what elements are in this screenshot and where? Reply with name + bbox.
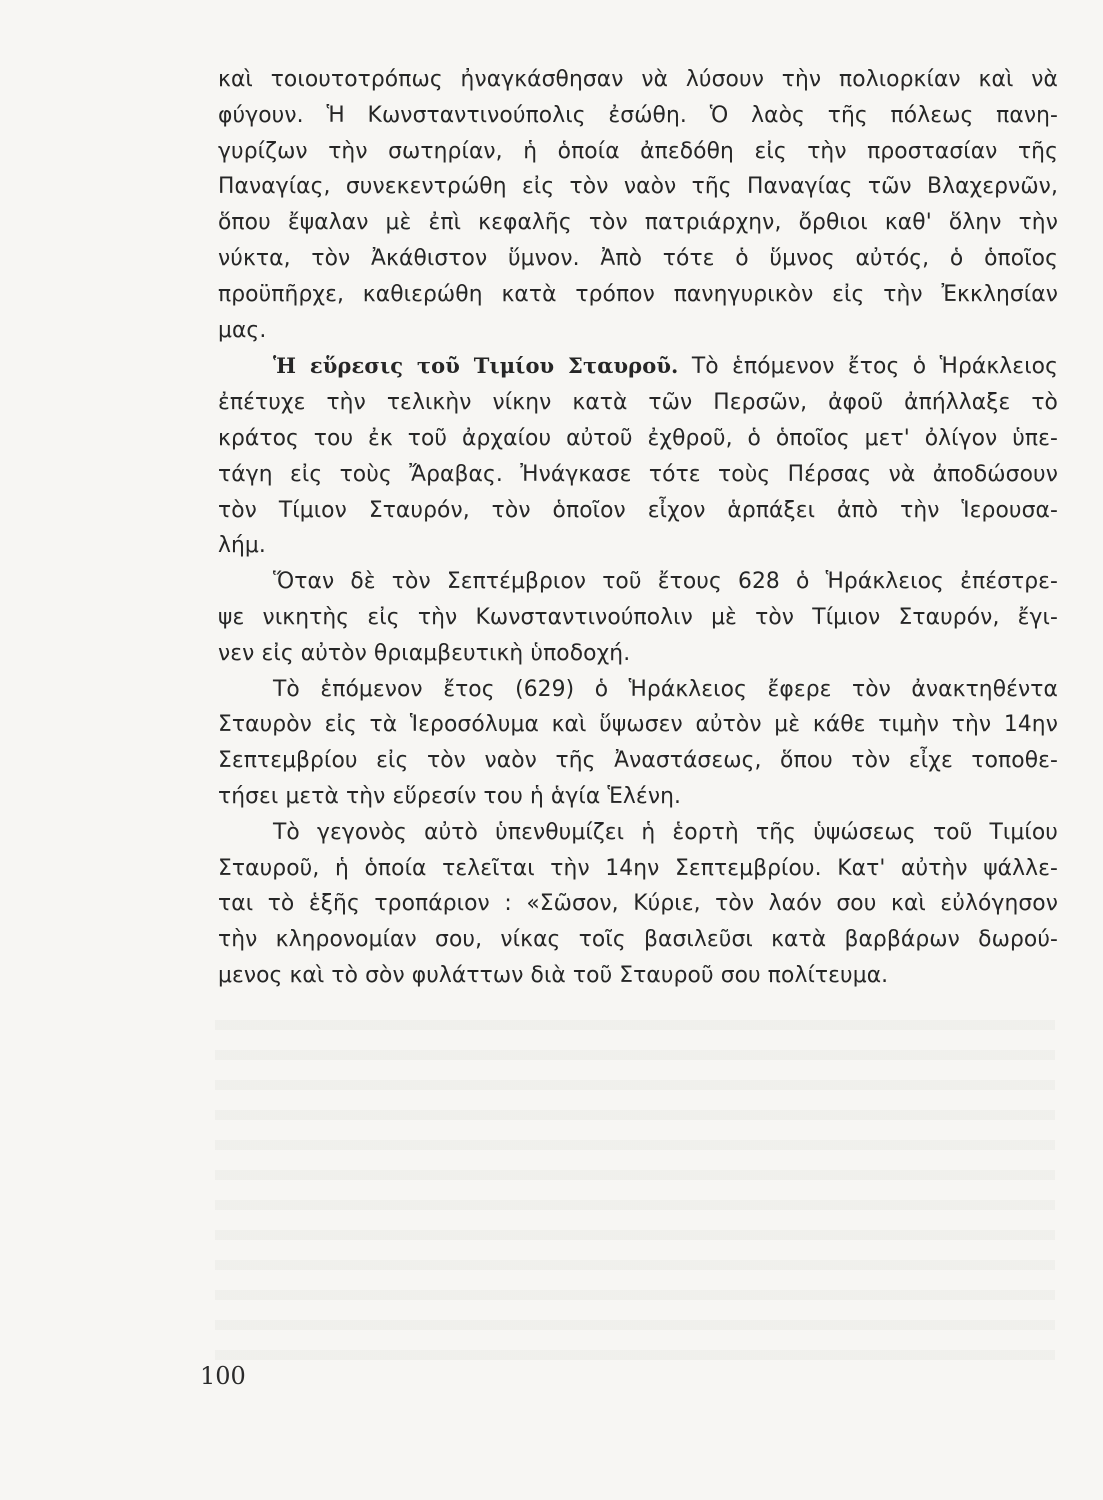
text-line: ψε νικητὴς εἰς τὴν Κωνσταντινούπολιν μὲ τὸν Τίμιον Σταυρόν, ἔγι- xyxy=(218,604,1058,630)
text-line: τὸν Τίμιον Σταυρόν, τὸν ὁποῖον εἶχον ἁρπάξει ἀπὸ τὴν Ἱερουσα- xyxy=(218,497,1058,523)
heading-line-rest: Τὸ ἑπόμενον ἔτος ὁ Ἡράκλειος xyxy=(678,354,1058,380)
text-line: προϋπῆρχε, καθιερώθη κατὰ τρόπον πανηγυρικὸν εἰς τὴν Ἐκκλησίαν xyxy=(218,281,1058,307)
text-line: Σεπτεμβρίου εἰς τὸν ναὸν τῆς Ἀναστάσεως, ὅπου τὸν εἶχε τοποθε- xyxy=(218,748,1058,774)
text-line xyxy=(218,348,1058,385)
page-number: 100 xyxy=(200,1362,246,1390)
text-line: φύγουν. Ἡ Κωνσταντινούπολις ἐσώθη. Ὁ λαὸς τῆς πόλεως πανη- xyxy=(218,102,1058,128)
text-line: Τὸ ἑπόμενον ἔτος (629) ὁ Ἡράκλειος ἔφερε τὸν ἀνακτηθέντα xyxy=(273,676,1058,702)
body-text xyxy=(218,62,1058,994)
paragraph-3 xyxy=(218,564,1058,671)
paragraph-5 xyxy=(218,815,1058,994)
section-heading: Ἡ εὕρεσις τοῦ Τιμίου Σταυροῦ. xyxy=(273,353,679,379)
text-line: Σταυροῦ, ἡ ὁποία τελεῖται τὴν 14ην Σεπτεμβρίου. Κατ' αὐτὴν ψάλλε- xyxy=(218,855,1058,881)
text-line: κράτος του ἐκ τοῦ ἀρχαίου αὐτοῦ ἐχθροῦ, ὁ ὁποῖος μετ' ὀλίγον ὑπε- xyxy=(218,425,1058,451)
text-line: Σταυρὸν εἰς τὰ Ἱεροσόλυμα καὶ ὕψωσεν αὐτὸν μὲ κάθε τιμὴν τὴν 14ην xyxy=(218,712,1058,738)
text-line: Ὅταν δὲ τὸν Σεπτέμβριον τοῦ ἔτους 628 ὁ Ἡράκλειος ἐπέστρε- xyxy=(273,569,1058,595)
text-line: ἐπέτυχε τὴν τελικὴν νίκην κατὰ τῶν Περσῶν, ἀφοῦ ἀπήλλαξε τὸ xyxy=(218,390,1058,416)
text-line: γυρίζων τὴν σωτηρίαν, ἡ ὁποία ἀπεδόθη εἰς τὴν προστασίαν τῆς xyxy=(218,138,1058,164)
text-line: τὴν κληρονομίαν σου, νίκας τοῖς βασιλεῦσι κατὰ βαρβάρων δωρού- xyxy=(218,927,1058,953)
text-line: ὅπου ἔψαλαν μὲ ἐπὶ κεφαλῆς τὸν πατριάρχην, ὄρθιοι καθ' ὅλην τὴν xyxy=(218,210,1058,236)
text-line: καὶ τοιουτοτρόπως ἠναγκάσθησαν νὰ λύσουν τὴν πολιορκίαν καὶ νὰ xyxy=(218,67,1058,92)
text-line: Τὸ γεγονὸς αὐτὸ ὑπενθυμίζει ἡ ἑορτὴ τῆς ὑψώσεως τοῦ Τιμίου xyxy=(273,819,1058,845)
text-line: τάγη εἰς τοὺς Ἄραβας. Ἠνάγκασε τότε τοὺς Πέρσας νὰ ἀποδώσουν xyxy=(218,461,1058,487)
paragraph-1 xyxy=(218,62,1058,348)
text-line: ται τὸ ἑξῆς τροπάριον : «Σῶσον, Κύριε, τὸν λαόν σου καὶ εὐλόγησον xyxy=(218,891,1058,917)
text-line: Παναγίας, συνεκεντρώθη εἰς τὸν ναὸν τῆς Παναγίας τῶν Βλαχερνῶν, xyxy=(218,174,1058,200)
bleed-through-shadow xyxy=(215,1000,1055,1360)
text-line: μας. xyxy=(218,317,267,343)
paragraph-2 xyxy=(218,348,1058,564)
text-line: μενος καὶ τὸ σὸν φυλάττων διὰ τοῦ Σταυροῦ σου πολίτευμα. xyxy=(218,962,889,988)
paragraph-4 xyxy=(218,672,1058,815)
text-line: νύκτα, τὸν Ἀκάθιστον ὕμνον. Ἀπὸ τότε ὁ ὕμνος αὐτός, ὁ ὁποῖος xyxy=(218,245,1058,271)
text-line: λήμ. xyxy=(218,533,266,559)
text-line: τήσει μετὰ τὴν εὕρεσίν του ἡ ἁγία Ἑλένη. xyxy=(218,783,682,809)
text-line: νεν εἰς αὐτὸν θριαμβευτικὴ ὑποδοχή. xyxy=(218,640,631,666)
